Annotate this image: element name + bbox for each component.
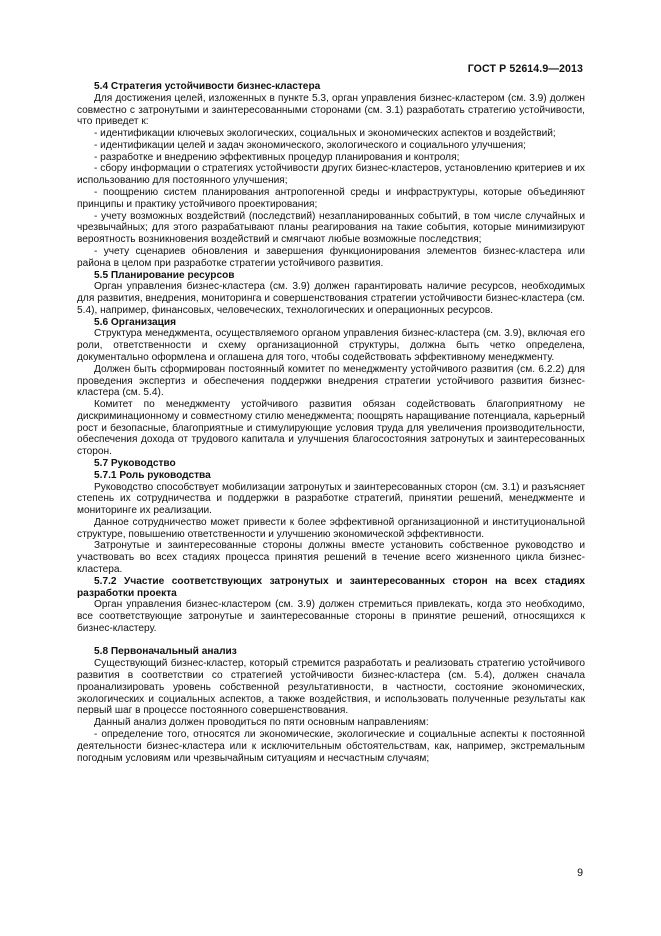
section-heading: 5.6 Организация — [94, 316, 177, 328]
section-heading: 5.4 Стратегия устойчивости бизнес-кластера — [94, 81, 321, 92]
document-body — [77, 81, 585, 764]
section-heading: 5.7 Руководство — [94, 458, 176, 469]
paragraph: Комитет по менеджменту устойчивого развития обязан содействовать благоприятному не дискриминационному и совместному стилю менеджмента; поощрять наращивание потенциала, карьерный рост и безопасные, благоприятные и стимулирующие условия труда для увеличения производительности, обеспечения дохода от трудового капитала и улучшения благосостояния затронутых и заинтересованных сторон. — [77, 399, 585, 458]
paragraph: Структура менеджмента, осуществляемого органом управления бизнес-кластера (см. 3.9), включая его роли, ответственности и схему организационной структуры, должна быть четко определена, документально оформлена и оглашена для того, чтобы содействовать эффективному менеджменту. — [77, 328, 585, 363]
paragraph: Руководство способствует мобилизации затронутых и заинтересованных сторон (см. 3.1) и разъясняет степень их сотрудничества и поддержки в разработке стратегий, принятии решений, менеджменте и мониторинге их реализации. — [77, 481, 585, 517]
paragraph: Для достижения целей, изложенных в пункте 5.3, орган управления бизнес-кластером (см. 3.9) должен совместно с затронутыми и заинтересованными сторонами (см. 3.1) разработать стратегию устойчивости, что приведет к: — [77, 92, 585, 128]
paragraph: Затронутые и заинтересованные стороны должны вместе установить собственное руководство и участвовать во всех стадиях процесса принятия решений в течение всего жизненного цикла бизнес-кластера. — [77, 540, 585, 576]
paragraph: - идентификации ключевых экологических, социальных и экономических аспектов и воздействий; — [94, 128, 556, 140]
paragraph: Данное сотрудничество может привести к более эффективной организационной и институциональной структуре, повышению ответственности и улучшению экономической эффективности. — [77, 516, 585, 540]
paragraph: - идентификации целей и задач экономического, экологического и социального улучшения; — [94, 139, 526, 151]
paragraph: - учету сценариев обновления и завершения функционирования элементов бизнес-кластера или района в целом при разработке стратегии устойчивого развития. — [77, 245, 585, 269]
paragraph: Орган управления бизнес-кластера (см. 3.9) должен гарантировать наличие ресурсов, необходимых для развития, внедрения, мониторинга и совершенствования стратегии устойчивости бизнес-кластера (см. 5.4), например, финансовых, человеческих, технологических и операционных ресурсов. — [77, 281, 585, 316]
standard-number: ГОСТ Р 52614.9—2013 — [467, 63, 583, 75]
section-heading: 5.8 Первоначальный анализ — [94, 646, 237, 658]
section-heading: 5.7.2 Участие соответствующих затронутых и заинтересованных сторон на всех стадиях разработки проекта — [77, 575, 585, 599]
paragraph: Данный анализ должен проводиться по пяти основным направлениям: — [94, 717, 429, 729]
paragraph: - поощрению систем планирования антропогенной среды и инфраструктуры, которые объединяют принципы и практику устойчивого проектирования; — [77, 187, 585, 210]
paragraph: Существующий бизнес-кластер, который стремится разработать и реализовать стратегию устойчивого развития в соответствии со стратегией устойчивости бизнес-кластера (см. 5.4), должен сначала проанализировать уровень собственной результативности, в частности, состояние экономических, экологических и социальных аспектов, а также воздействия, и использовать полученные результаты как первый шаг в процессе постоянного совершенствования. — [77, 658, 585, 717]
paragraph: Орган управления бизнес-кластером (см. 3.9) должен стремиться привлекать, когда это необходимо, все соответствующие затронутые и заинтересованные стороны в принятие решений, относящихся к бизнес-кластеру. — [77, 599, 585, 634]
section-heading: 5.7.1 Роль руководства — [94, 469, 211, 481]
paragraph-spacer — [77, 635, 585, 647]
paragraph: - учету возможных воздействий (последствий) незапланированных событий, в том числе случайных и чрезвычайных; для этого разрабатывают планы реагирования на такие события, которые минимизируют вероятность возникновения воздействий и смягчают любые возможные последствия; — [77, 210, 585, 246]
paragraph: - разработке и внедрению эффективных процедур планирования и контроля; — [94, 151, 460, 163]
section-heading: 5.5 Планирование ресурсов — [94, 269, 235, 281]
paragraph: - сбору информации о стратегиях устойчивости других бизнес-кластеров, установлению критериев и их использованию для постоянного улучшения; — [77, 163, 585, 187]
paragraph: Должен быть сформирован постоянный комитет по менеджменту устойчивого развития (см. 6.2.2) для проведения экспертиз и обеспечения поддержки внедрения стратегии устойчивого развития бизнес-кластера (см. 5.4). — [77, 363, 585, 399]
page-number: 9 — [577, 867, 583, 879]
paragraph: - определение того, относятся ли экономические, экологические и социальные аспекты к постоянной деятельности бизнес-кластера или к исключительным обстоятельствам, как, например, экстремальным погодным условиям или чрезвычайным ситуациям и несчастным случаям; — [77, 728, 585, 764]
